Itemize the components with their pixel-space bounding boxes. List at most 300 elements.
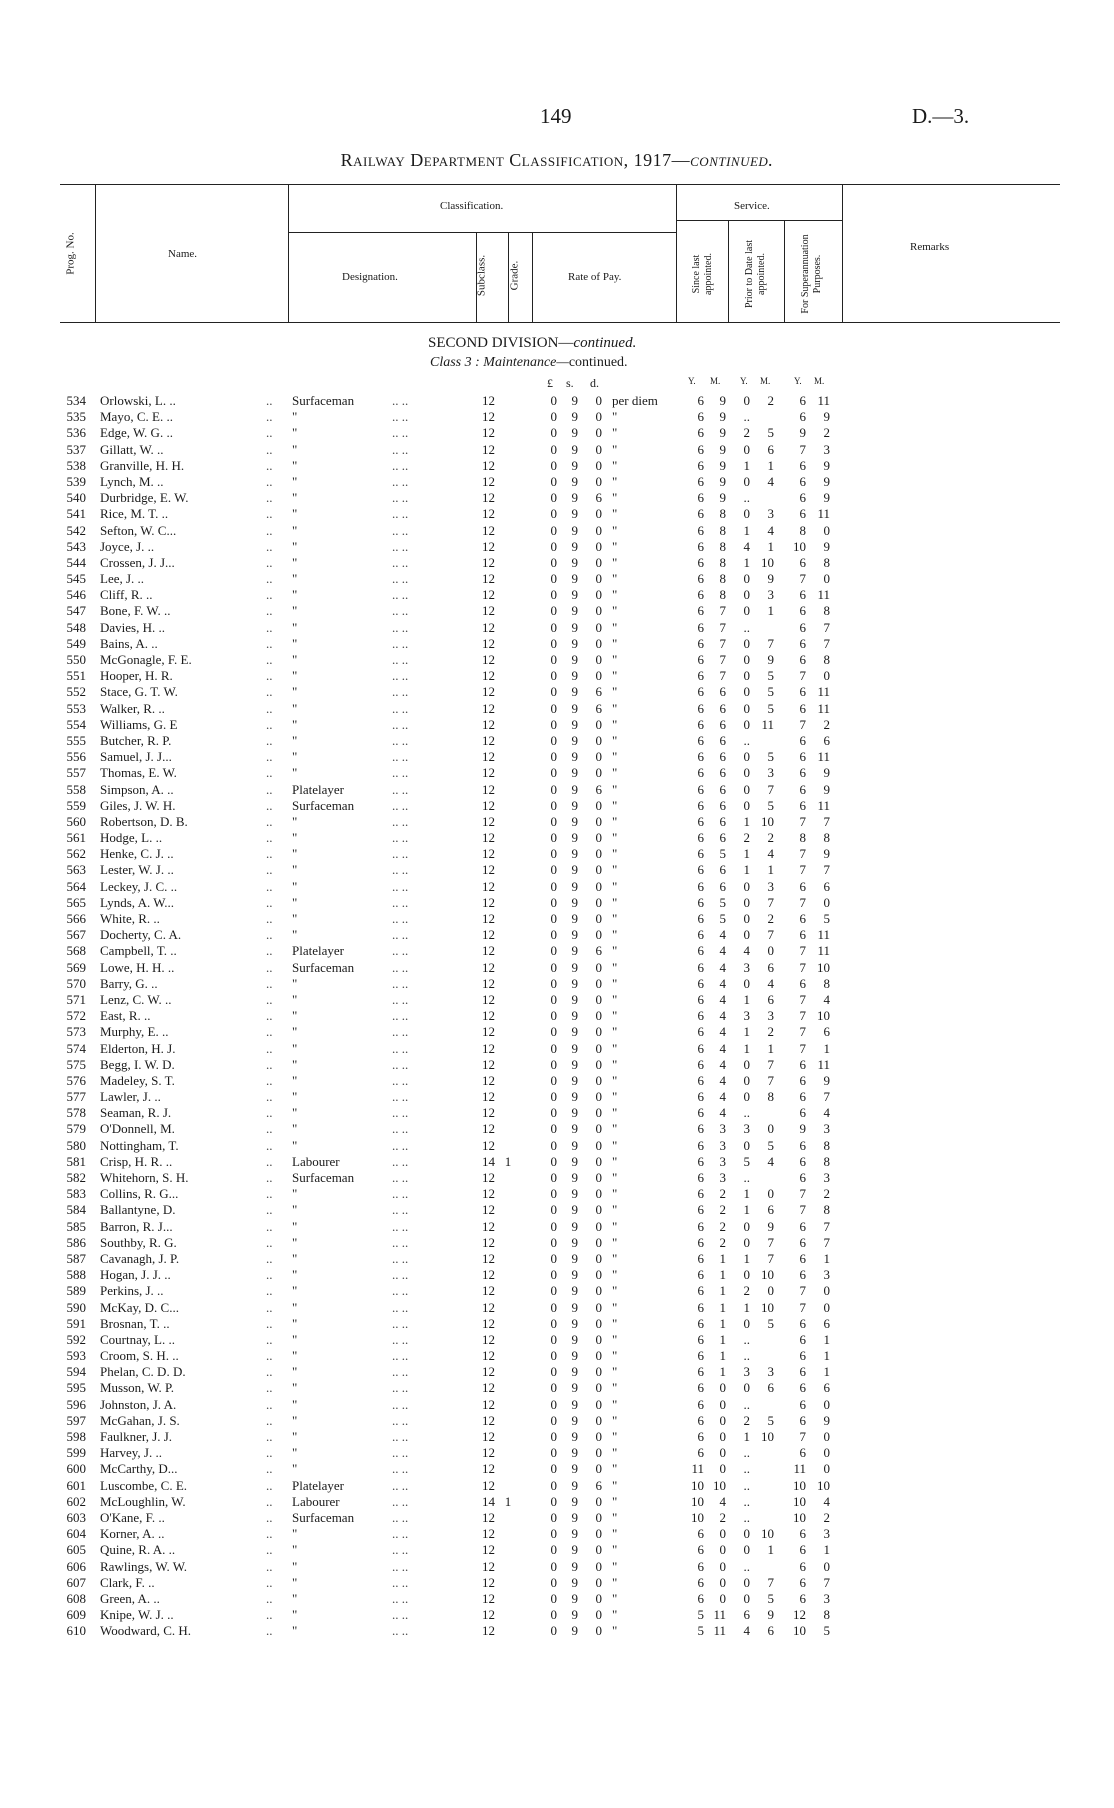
since-months: 6 — [719, 813, 726, 829]
leader-dots: .. .. — [392, 732, 409, 748]
designation: " — [292, 846, 298, 862]
employee-name: Whitehorn, S. H. — [100, 1170, 189, 1185]
subclass: 12 — [482, 1186, 495, 1202]
employee-name: Lester, W. J. .. — [100, 862, 174, 878]
pay-period: " — [612, 1348, 618, 1364]
super-months: 1 — [823, 1348, 830, 1364]
pay-period: " — [612, 1315, 618, 1331]
table-row — [0, 1089, 1114, 1105]
prog-no: 593 — [66, 1348, 86, 1364]
table-row — [0, 1575, 1114, 1591]
subclass: 12 — [482, 1089, 495, 1105]
pay-period: " — [612, 538, 618, 554]
table-row — [0, 798, 1114, 814]
employee-name: Rawlings, W. W. — [100, 1558, 188, 1574]
prog-no: 560 — [66, 813, 86, 829]
designation: " — [292, 571, 298, 587]
leader-dots: .. — [266, 862, 273, 878]
designation: " — [292, 1105, 298, 1121]
pay-shillings: 9 — [571, 635, 578, 651]
since-months: 1 — [719, 1331, 726, 1347]
super-months: 7 — [823, 1574, 830, 1590]
prog-no: 556 — [66, 749, 86, 765]
grade-header: Grade. — [508, 260, 521, 291]
since-years: 10 — [691, 1493, 704, 1509]
pay-period: " — [612, 1396, 618, 1412]
prog-no: 601 — [66, 1477, 86, 1493]
prior-years: 0 — [743, 797, 750, 813]
leader-dots: .. .. — [392, 425, 409, 441]
designation: " — [292, 1299, 298, 1315]
pay-period: " — [612, 1040, 618, 1056]
employee-name: Barry, G. .. — [100, 975, 158, 991]
prog-no: 570 — [66, 975, 86, 991]
subclass: 12 — [482, 1461, 495, 1477]
prior-years: 4 — [743, 943, 750, 959]
leader-dots: .. — [266, 1331, 273, 1347]
designation: " — [292, 1558, 298, 1574]
prior-years: .. — [743, 1331, 750, 1347]
header-divider — [95, 184, 96, 322]
prior-months: 10 — [761, 1299, 774, 1315]
pay-period: " — [612, 846, 618, 862]
designation: Platelayer — [292, 1477, 344, 1493]
pay-period: per diem — [612, 393, 658, 408]
since-years: 6 — [697, 700, 704, 716]
employee-name: Campbell, T. .. — [100, 943, 177, 959]
table-row — [0, 1510, 1114, 1526]
super-months: 7 — [823, 1089, 830, 1105]
leader-dots: .. .. — [392, 473, 409, 489]
prior-months: 5 — [767, 1590, 774, 1606]
pay-pence: 0 — [595, 587, 602, 603]
table-row — [0, 1073, 1114, 1089]
pay-pounds: 0 — [550, 668, 557, 684]
super-months: 9 — [823, 1412, 830, 1428]
table-row — [0, 1041, 1114, 1057]
employee-name: Lee, J. .. — [100, 571, 145, 587]
pay-shillings: 9 — [571, 1429, 578, 1444]
prog-no: 604 — [66, 1526, 86, 1542]
designation: " — [292, 506, 298, 522]
since-months: 6 — [719, 732, 726, 748]
subclass: 12 — [482, 393, 495, 408]
super-years: 6 — [799, 1250, 806, 1266]
subclass: 12 — [482, 1542, 495, 1558]
pay-pounds: 0 — [550, 1526, 557, 1542]
since-months: 8 — [719, 554, 726, 570]
prog-no: 608 — [66, 1590, 86, 1606]
super-months: 7 — [823, 862, 830, 878]
pay-pence: 0 — [595, 1218, 602, 1234]
prior-months: 2 — [767, 830, 774, 846]
pay-pence: 0 — [595, 619, 602, 635]
since-years: 6 — [697, 1202, 704, 1218]
super-years: 6 — [799, 409, 806, 425]
table-row — [0, 1445, 1114, 1461]
prog-no: 574 — [66, 1040, 86, 1056]
class-continued: continued. — [568, 355, 628, 370]
designation: " — [292, 1461, 298, 1477]
class-label-wrap — [430, 355, 628, 371]
subclass: 12 — [482, 619, 495, 635]
leader-dots: .. .. — [392, 1315, 409, 1331]
designation: " — [292, 1056, 298, 1072]
employee-name: Begg, I. W. D. — [100, 1056, 175, 1072]
leader-dots: .. — [266, 732, 273, 748]
pay-shillings: 9 — [571, 652, 578, 667]
since-months: 2 — [719, 1186, 726, 1202]
super-years: 6 — [799, 1153, 806, 1169]
super-years: 6 — [799, 1380, 806, 1396]
super-months: 0 — [823, 1558, 830, 1574]
super-years: 8 — [799, 522, 806, 538]
designation: " — [292, 1137, 298, 1153]
pay-pounds: 0 — [550, 749, 557, 765]
pay-pence: 0 — [595, 1299, 602, 1315]
leader-dots: .. .. — [392, 1574, 409, 1590]
subclass: 12 — [482, 1218, 495, 1234]
subclass: 12 — [482, 943, 495, 959]
pay-period: " — [612, 1590, 618, 1606]
since-months: 7 — [719, 635, 726, 651]
pay-pounds: 0 — [550, 1558, 557, 1574]
table-row — [0, 1138, 1114, 1154]
designation: " — [292, 1315, 298, 1331]
prog-no: 538 — [66, 457, 86, 473]
since-years: 6 — [697, 1558, 704, 1574]
employee-name: Walker, R. .. — [100, 700, 165, 716]
pay-shillings: 9 — [571, 1283, 578, 1299]
super-months: 3 — [823, 1590, 830, 1606]
table-row — [0, 749, 1114, 765]
super-years: 6 — [799, 1574, 806, 1590]
since-years: 5 — [697, 1623, 704, 1639]
pay-pounds: 0 — [550, 1283, 557, 1299]
pay-pence: 0 — [595, 1348, 602, 1364]
super-years: 11 — [793, 1461, 806, 1477]
pay-pounds: 0 — [550, 813, 557, 829]
prior-years: 2 — [743, 425, 750, 441]
super-months: 8 — [823, 554, 830, 570]
designation: " — [292, 1396, 298, 1412]
leader-dots: .. — [266, 425, 273, 441]
since-years: 6 — [697, 554, 704, 570]
leader-dots: .. — [266, 1364, 273, 1380]
name-header: Name. — [168, 248, 198, 260]
since-years: 6 — [697, 409, 704, 425]
pay-pounds: 0 — [550, 587, 557, 603]
subclass: 12 — [482, 473, 495, 489]
since-years: 6 — [697, 862, 704, 878]
subclass: 12 — [482, 1105, 495, 1121]
leader-dots: .. — [266, 1412, 273, 1428]
since-months: 4 — [719, 975, 726, 991]
pay-pence: 0 — [595, 1072, 602, 1088]
since-months: 3 — [719, 1137, 726, 1153]
designation: " — [292, 1283, 298, 1299]
designation: Surfaceman — [292, 1170, 355, 1185]
pay-pounds: 0 — [550, 830, 557, 846]
pay-pence: 0 — [595, 1493, 602, 1509]
leader-dots: .. — [266, 716, 273, 732]
subclass: 12 — [482, 749, 495, 765]
leader-dots: .. .. — [392, 975, 409, 991]
pay-pounds: 0 — [550, 1364, 557, 1380]
prior-years: 1 — [743, 1299, 750, 1315]
subclass: 12 — [482, 1348, 495, 1364]
pay-shillings: 9 — [571, 1267, 578, 1283]
grade: 1 — [504, 1153, 512, 1169]
super-years: 6 — [799, 878, 806, 894]
prog-no: 594 — [66, 1364, 86, 1380]
leader-dots: .. — [266, 619, 273, 635]
leader-dots: .. — [266, 1170, 273, 1185]
header-divider — [288, 232, 676, 233]
pay-period: " — [612, 1445, 618, 1461]
since-months: 6 — [719, 716, 726, 732]
prior-months: 6 — [767, 959, 774, 975]
employee-name: Korner, A. .. — [100, 1526, 165, 1542]
subclass: 12 — [482, 587, 495, 603]
prior-months: 7 — [767, 927, 774, 943]
subclass: 12 — [482, 1558, 495, 1574]
pay-pence: 0 — [595, 959, 602, 975]
prior-years: 0 — [743, 635, 750, 651]
table-row — [0, 1186, 1114, 1202]
super-years: 7 — [799, 1008, 806, 1024]
super-years: 6 — [799, 797, 806, 813]
leader-dots: .. — [266, 1429, 273, 1444]
designation: " — [292, 635, 298, 651]
subclass: 12 — [482, 1623, 495, 1639]
table-row — [0, 684, 1114, 700]
pay-period: " — [612, 668, 618, 684]
since-years: 6 — [697, 1105, 704, 1121]
leader-dots: .. — [266, 587, 273, 603]
super-months: 6 — [823, 1024, 830, 1040]
since-months: 11 — [713, 1607, 726, 1623]
subclass: 12 — [482, 959, 495, 975]
designation: " — [292, 425, 298, 441]
pay-shillings: 9 — [571, 1040, 578, 1056]
leader-dots: .. — [266, 457, 273, 473]
pay-period: " — [612, 554, 618, 570]
table-row — [0, 1348, 1114, 1364]
since-months: 9 — [719, 425, 726, 441]
pay-period: " — [612, 959, 618, 975]
pay-pence: 0 — [595, 1558, 602, 1574]
prior-years: 0 — [743, 652, 750, 667]
pay-period: " — [612, 619, 618, 635]
pay-pence: 6 — [595, 943, 602, 959]
pay-pounds: 0 — [550, 1412, 557, 1428]
subclass: 12 — [482, 571, 495, 587]
pay-pence: 0 — [595, 393, 602, 408]
leader-dots: .. .. — [392, 554, 409, 570]
since-years: 6 — [697, 668, 704, 684]
prior-years: 0 — [743, 1526, 750, 1542]
super-years: 6 — [799, 1590, 806, 1606]
table-row — [0, 458, 1114, 474]
leader-dots: .. — [266, 554, 273, 570]
super-months: 11 — [817, 700, 830, 716]
employee-name: McGonagle, F. E. — [100, 652, 192, 667]
pay-pounds: 0 — [550, 894, 557, 910]
prog-no: 558 — [66, 781, 86, 797]
employee-name: Leckey, J. C. .. — [100, 878, 178, 894]
leader-dots: .. .. — [392, 1283, 409, 1299]
prior-months: 5 — [767, 668, 774, 684]
since-months: 4 — [719, 1056, 726, 1072]
subclass: 12 — [482, 927, 495, 943]
prior-years: 1 — [743, 522, 750, 538]
pay-pence: 0 — [595, 1121, 602, 1137]
unit-years: Y. — [688, 376, 696, 386]
employee-name: Croom, S. H. .. — [100, 1348, 179, 1364]
prog-no: 550 — [66, 652, 86, 667]
subclass: 12 — [482, 797, 495, 813]
since-months: 2 — [719, 1509, 726, 1525]
pay-pounds: 0 — [550, 1267, 557, 1283]
leader-dots: .. .. — [392, 587, 409, 603]
leader-dots: .. — [266, 635, 273, 651]
unit-pounds: £ — [547, 376, 553, 390]
designation: " — [292, 830, 298, 846]
prog-no: 565 — [66, 894, 86, 910]
table-row — [0, 474, 1114, 490]
table-row — [0, 652, 1114, 668]
pay-period: " — [612, 1137, 618, 1153]
super-months: 0 — [823, 571, 830, 587]
since-years: 6 — [697, 490, 704, 506]
pay-pounds: 0 — [550, 1234, 557, 1250]
leader-dots: .. .. — [392, 846, 409, 862]
pay-pence: 0 — [595, 975, 602, 991]
prog-no: 580 — [66, 1137, 86, 1153]
since-months: 7 — [719, 668, 726, 684]
employee-name: Stace, G. T. W. — [100, 684, 178, 700]
pay-period: " — [612, 813, 618, 829]
leader-dots: .. .. — [392, 409, 409, 425]
unit-shillings: s. — [566, 376, 574, 390]
pay-pounds: 0 — [550, 765, 557, 781]
super-years: 6 — [799, 1526, 806, 1542]
since-last-header: Since last appointed. — [691, 253, 714, 295]
prior-months: 1 — [767, 1542, 774, 1558]
prior-months: 1 — [767, 862, 774, 878]
prior-months: 7 — [767, 635, 774, 651]
prior-years: 0 — [743, 1072, 750, 1088]
pay-pounds: 0 — [550, 1445, 557, 1461]
since-months: 5 — [719, 846, 726, 862]
prog-no: 541 — [66, 506, 86, 522]
leader-dots: .. — [266, 393, 273, 408]
pay-shillings: 9 — [571, 1396, 578, 1412]
designation: " — [292, 490, 298, 506]
prog-no: 607 — [66, 1574, 86, 1590]
designation-header: Designation. — [342, 271, 398, 283]
pay-shillings: 9 — [571, 1072, 578, 1088]
since-months: 1 — [719, 1348, 726, 1364]
super-years: 6 — [799, 603, 806, 619]
prog-no: 539 — [66, 473, 86, 489]
employee-name: McKay, D. C... — [100, 1299, 179, 1315]
since-years: 6 — [697, 959, 704, 975]
leader-dots: .. — [266, 959, 273, 975]
since-years: 6 — [697, 943, 704, 959]
since-months: 6 — [719, 797, 726, 813]
since-months: 6 — [719, 878, 726, 894]
super-months: 3 — [823, 1267, 830, 1283]
pay-pounds: 0 — [550, 1623, 557, 1639]
pay-pounds: 0 — [550, 684, 557, 700]
since-years: 6 — [697, 603, 704, 619]
table-row — [0, 1461, 1114, 1477]
super-months: 7 — [823, 635, 830, 651]
prior-years: 2 — [743, 830, 750, 846]
prior-years: .. — [743, 409, 750, 425]
leader-dots: .. — [266, 878, 273, 894]
super-years: 7 — [799, 668, 806, 684]
super-years: 6 — [799, 975, 806, 991]
pay-period: " — [612, 911, 618, 926]
since-years: 6 — [697, 1024, 704, 1040]
since-years: 6 — [697, 1170, 704, 1185]
pay-shillings: 9 — [571, 1202, 578, 1218]
super-months: 8 — [823, 1607, 830, 1623]
employee-name: Southby, R. G. — [100, 1234, 177, 1250]
pay-shillings: 9 — [571, 878, 578, 894]
leader-dots: .. .. — [392, 765, 409, 781]
prog-no: 543 — [66, 538, 86, 554]
pay-shillings: 9 — [571, 1590, 578, 1606]
leader-dots: .. — [266, 441, 273, 457]
prior-months: 7 — [767, 1056, 774, 1072]
pay-pounds: 0 — [550, 959, 557, 975]
prog-no: 599 — [66, 1445, 86, 1461]
title-continued: continued. — [690, 150, 774, 170]
table-row — [0, 830, 1114, 846]
super-years: 7 — [799, 959, 806, 975]
prog-no: 563 — [66, 862, 86, 878]
prior-years: 1 — [743, 1429, 750, 1444]
pay-shillings: 9 — [571, 1542, 578, 1558]
super-months: 11 — [817, 684, 830, 700]
super-months: 11 — [817, 393, 830, 408]
pay-pounds: 0 — [550, 1153, 557, 1169]
table-row — [0, 927, 1114, 943]
super-years: 6 — [799, 619, 806, 635]
prior-months: 10 — [761, 554, 774, 570]
subclass: 12 — [482, 668, 495, 684]
prog-no: 583 — [66, 1186, 86, 1202]
prior-years: 4 — [743, 538, 750, 554]
prior-months: 2 — [767, 1024, 774, 1040]
super-years: 10 — [793, 1493, 806, 1509]
prior-years: 1 — [743, 862, 750, 878]
super-months: 0 — [823, 1429, 830, 1444]
designation: " — [292, 1429, 298, 1444]
employee-name: Barron, R. J... — [100, 1218, 173, 1234]
pay-pounds: 0 — [550, 652, 557, 667]
pay-pence: 0 — [595, 991, 602, 1007]
since-years: 6 — [697, 846, 704, 862]
prior-months: 5 — [767, 684, 774, 700]
pay-shillings: 9 — [571, 425, 578, 441]
table-row — [0, 425, 1114, 441]
prior-years: 0 — [743, 878, 750, 894]
